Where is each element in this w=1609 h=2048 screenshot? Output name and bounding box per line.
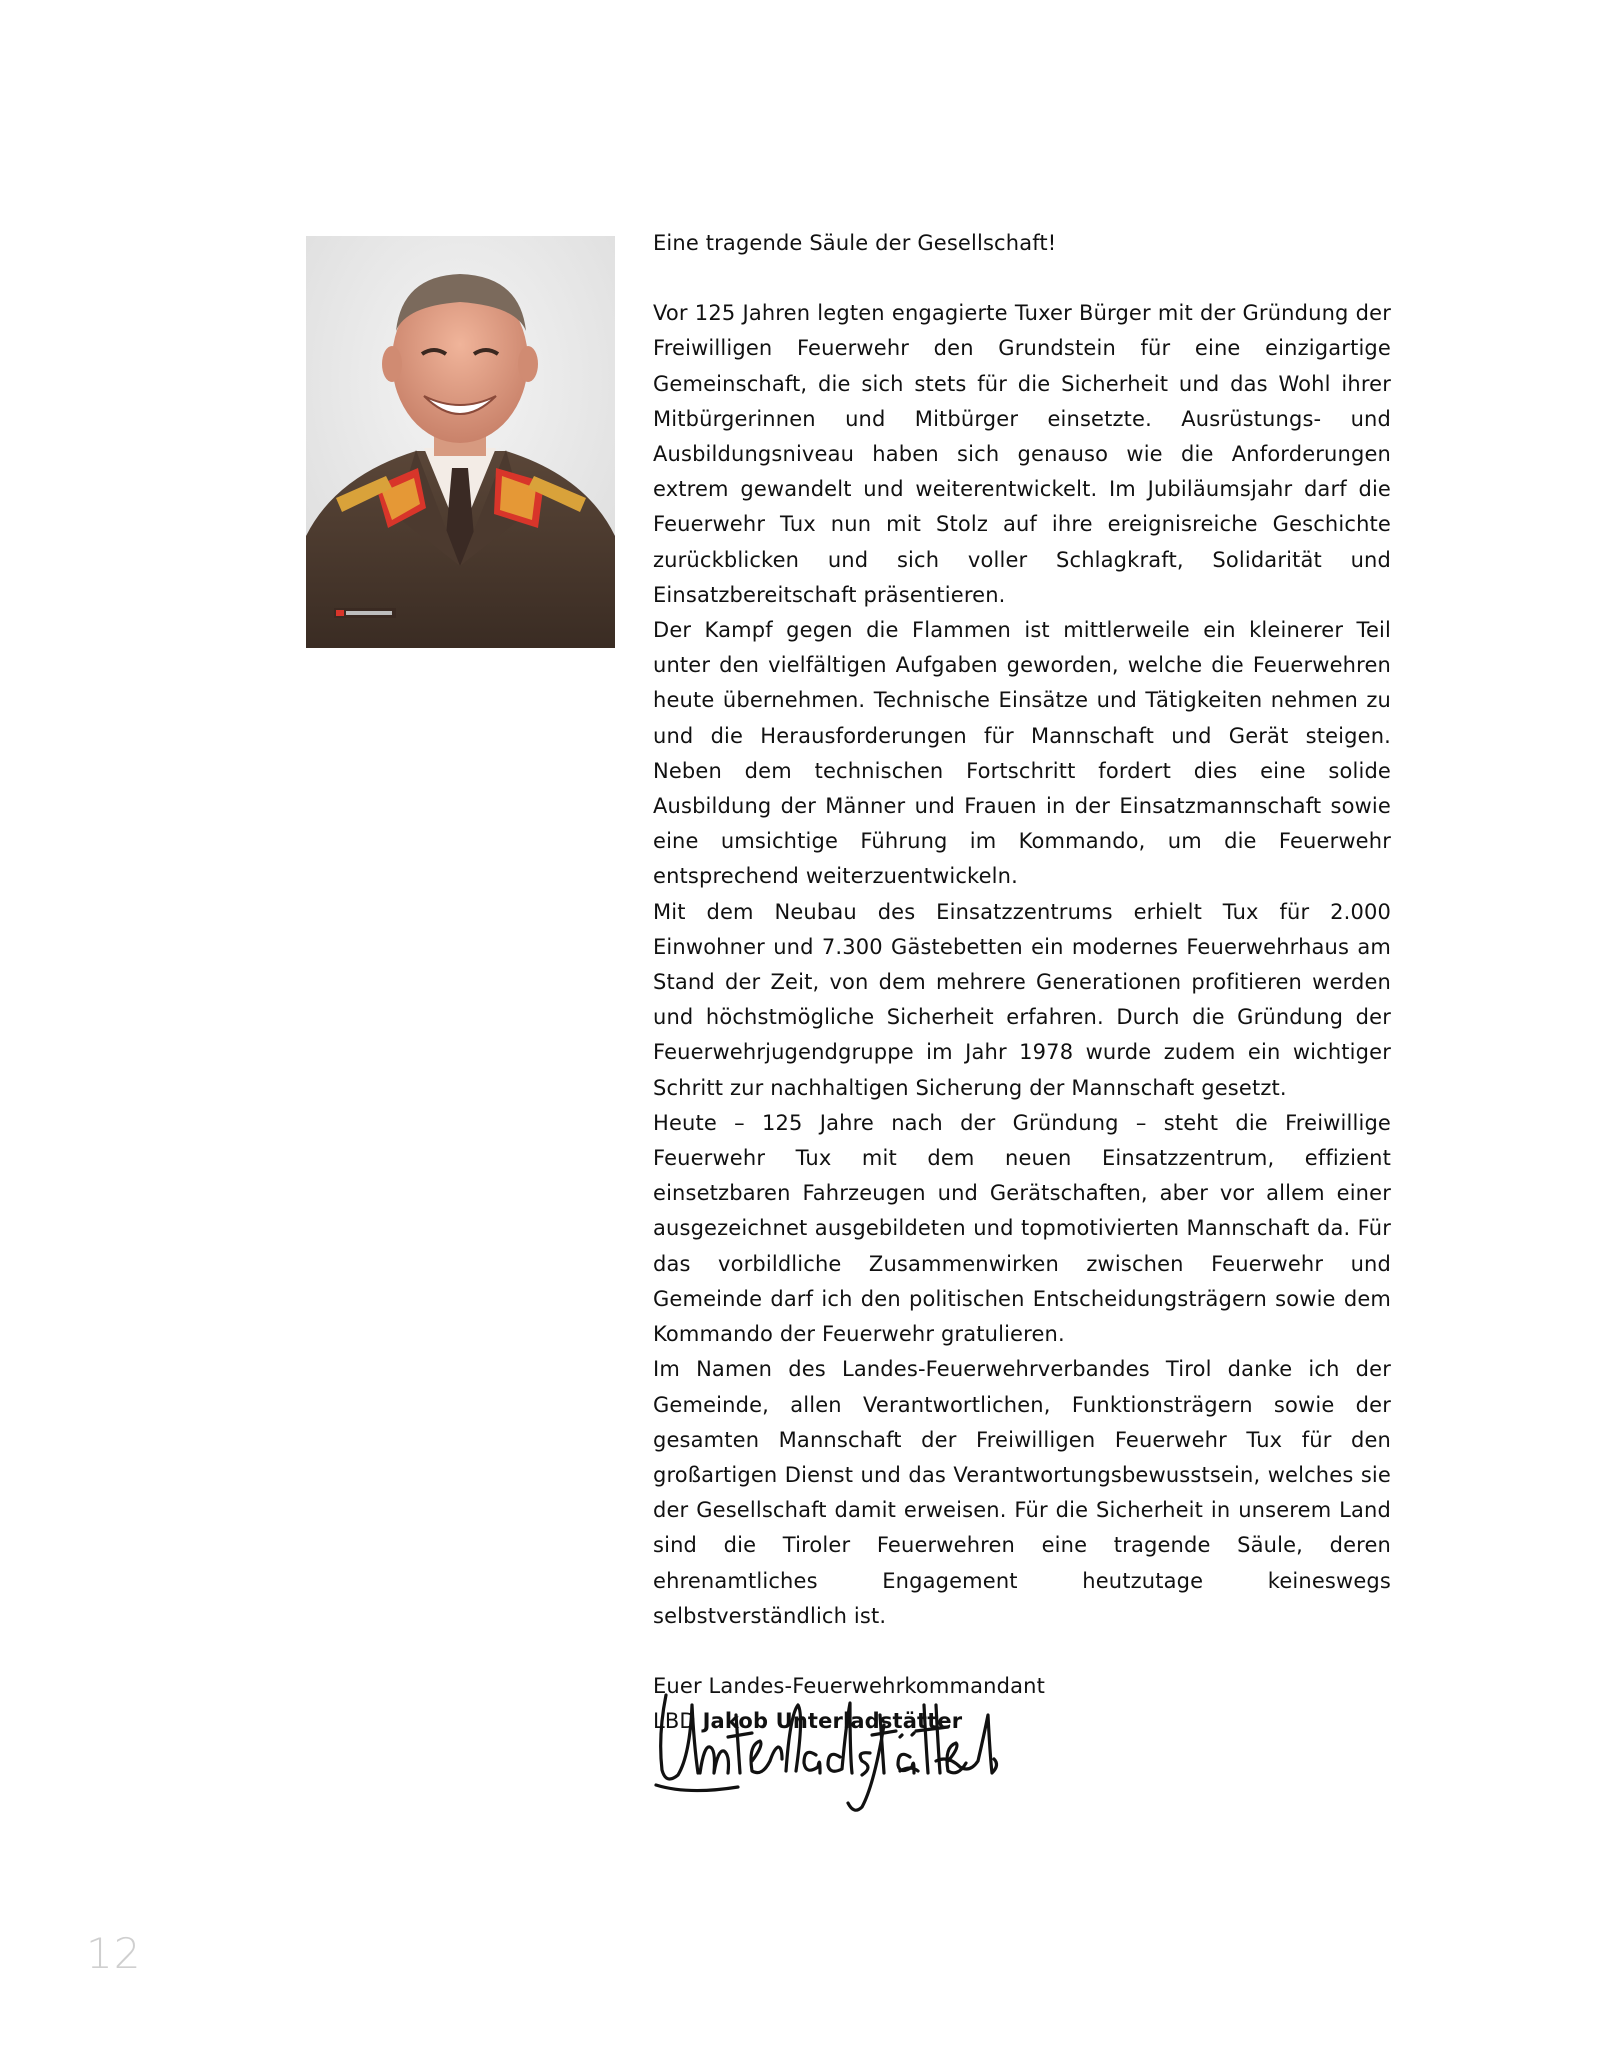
paragraph-2: Der Kampf gegen die Flammen ist mittlerweile ein kleinerer Teil unter den vielfältigen Aufgaben geworden, welche die Feuerwehren heute übernehmen. Technische Einsätze und Tätigkeiten nehmen zu und die Herausforderungen für Mannschaft und Gerät steigen. Neben dem technischen Fortschritt fordert dies eine solide Ausbildung der Männer und Frauen in der Einsatzmannschaft sowie eine umsichtige Führung im Kommando, um die Feuerwehr entsprechend weiterzuentwickeln. xyxy=(653,618,1391,889)
paragraph-5: Im Namen des Landes-Feuerwehrverbandes Tirol danke ich der Gemeinde, allen Verantwortlichen, Funktionsträgern sowie der gesamten Mannschaft der Freiwilligen Feuerwehr Tux für den großartigen Dienst und das Verantwortungsbewusstsein, welches sie der Gesellschaft damit erweisen. Für die Sicherheit in unserem Land sind die Tiroler Feuerwehren eine tragende Säule, deren ehrenamtliches Engagement heutzutage keineswegs selbstverständlich ist. xyxy=(653,1357,1391,1628)
article-heading: Eine tragende Säule der Gesellschaft! xyxy=(653,231,1057,255)
paragraph-3: Mit dem Neubau des Einsatzzentrums erhielt Tux für 2.000 Einwohner und 7.300 Gästebetten ein modernes Feuerwehrhaus am Stand der Zeit, von dem mehrere Generationen profitieren werden und höchstmögliche Sicherheit erfahren. Durch die Gründung der Feuerwehrjugendgruppe im Jahr 1978 wurde zudem ein wichtiger Schritt zur nachhaltigen Sicherung der Mannschaft gesetzt. xyxy=(653,899,1391,1100)
closing-title-prefix: LBD xyxy=(653,1709,696,1734)
heading-spacer xyxy=(653,261,1391,296)
paragraph-1: Vor 125 Jahren legten engagierte Tuxer Bürger mit der Gründung der Freiwilligen Feuerwehr den Grundstein für eine einzigartige Gemeinschaft, die sich stets für die Sicherheit und das Wohl ihrer Mitbürgerinnen und Mitbürger einsetzte. Ausrüstungs- und Ausbildungsniveau haben sich genauso wie die Anforderungen extrem gewandelt und weiterentwickelt. Im Jubiläumsjahr darf die Feuerwehr Tux nun mit Stolz auf ihre ereignisreiche Geschichte zurückblicken und sich voller Schlagkraft, Solidarität und Einsatzbereitschaft präsentieren. xyxy=(653,301,1391,607)
page-number: 12 xyxy=(86,1929,142,1978)
handwritten-signature xyxy=(648,1675,1008,1815)
closing-name: Jakob Unterladstätter xyxy=(702,1709,963,1734)
portrait-photo xyxy=(306,236,615,648)
closing-role: Euer Landes-Feuerwehrkommandant xyxy=(653,1673,1045,1698)
paragraph-4: Heute – 125 Jahre nach der Gründung – steht die Freiwillige Feuerwehr Tux mit dem neuen Einsatzzentrum, effizient einsetzbaren Fahrzeugen und Gerätschaften, aber vor allem einer ausgezeichnet ausgebildeten und topmotivierten Mannschaft da. Für das vorbildliche Zusammenwirken zwischen Feuerwehr und Gemeinde darf ich den politischen Entscheidungsträgern sowie dem Kommando der Feuerwehr gratulieren. xyxy=(653,1110,1391,1347)
article-body xyxy=(653,226,1391,1739)
